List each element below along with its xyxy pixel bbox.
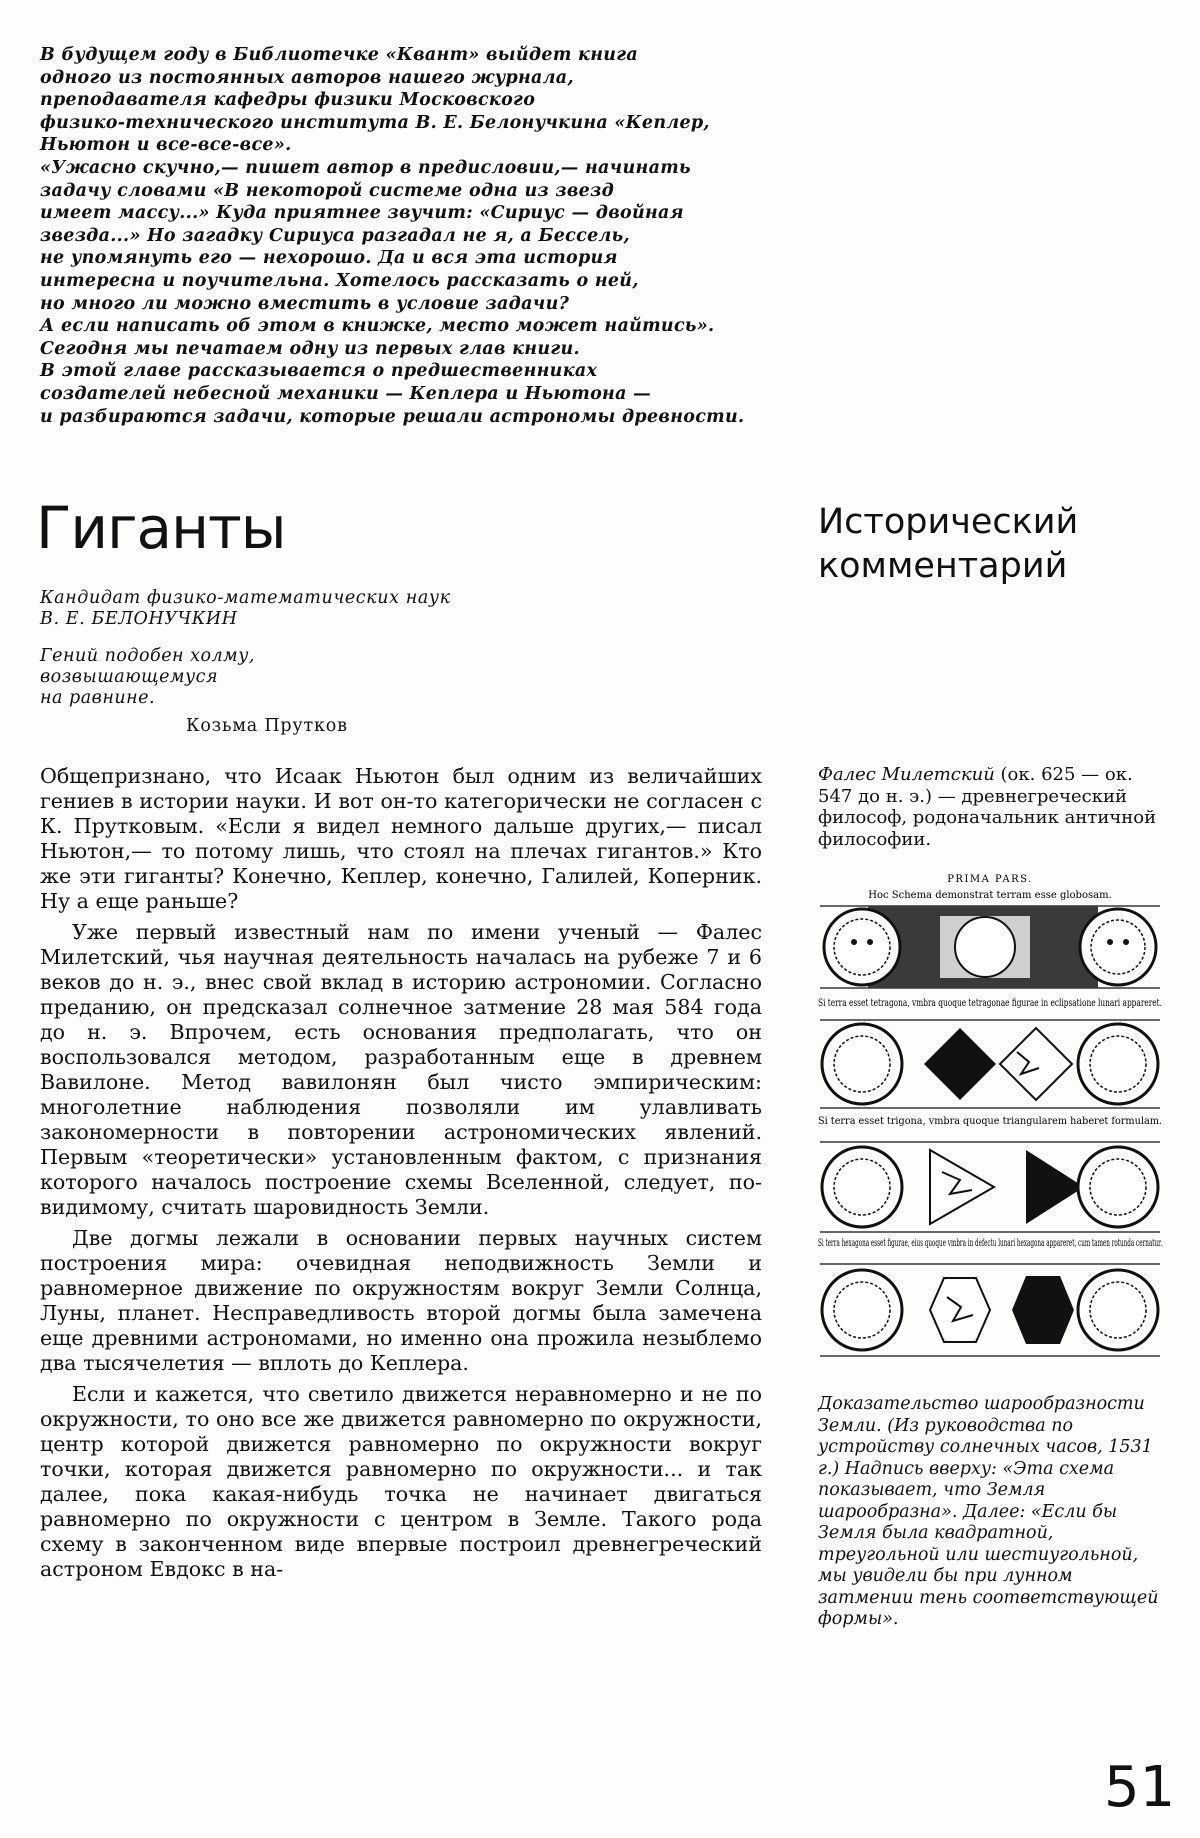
intro-line: Ньютон и все-все-все». xyxy=(40,135,292,156)
square-earth-icon xyxy=(1000,1028,1072,1100)
intro-line: звезда...» Но загадку Сириуса разгадал не я, а Бессель, xyxy=(40,225,630,246)
intro-note xyxy=(40,44,780,428)
intro-line: физико-технического института В. Е. Белонучкина «Кеплер, xyxy=(40,112,710,133)
thales-name: Фалес Милетский xyxy=(818,764,995,785)
triangle-earth-icon xyxy=(930,1150,994,1224)
paragraph: Уже первый известный нам по имени ученый — Фалес Милетский, чья научная деятельность началась на рубеже 7 и 6 веков до н. э., внес свой вклад в историю астрономии. Согласно преданию, он предсказал солнечное затмение 28 мая 584 года до н. э. Впрочем, есть основания предполагать, что он воспользовался методом, разработанным еще в древнем Вавилоне. Метод вавилонян был чисто эмпирическим: многолетние наблюдения позволяли им улавливать закономерности в повторении астрономических явлений. Первым «теоретически» установленным фактом, с признания которого началось построение схемы Вселенной, следует, по-видимому, считать шаровидность Земли. xyxy=(40,920,762,1219)
moon-face-icon xyxy=(824,909,900,985)
article-title: Гиганты xyxy=(36,494,286,562)
intro-line: задачу словами «В некоторой системе одна из звезд xyxy=(40,180,615,201)
intro-line: и разбираются задачи, которые решали астрономы древности. xyxy=(40,406,745,427)
intro-line: А если написать об этом в книжке, место может найтись». xyxy=(40,316,715,337)
sidebar-heading xyxy=(818,500,1188,588)
eclipse-row-sphere xyxy=(820,906,1160,988)
intro-line: создателей небесной механики — Кеплера и Ньютона — xyxy=(40,383,651,404)
epigraph-line: Гений подобен холму, xyxy=(40,646,255,666)
triangle-shadow-icon xyxy=(1026,1150,1084,1224)
intro-line: преподавателя кафедры физики Московского xyxy=(40,90,536,111)
eclipse-row-hexagon xyxy=(820,1264,1160,1356)
intro-line: имеет массу...» Куда приятнее звучит: «Сириус — двойная xyxy=(40,203,684,224)
epigraph-line: возвышающемуся xyxy=(40,667,219,687)
figure-caption: Доказательство шарообразности Земли. (Из руководства по устройству солнечных часов, 1531 г.) Надпись вверху: «Эта схема показывает, что Земля шарообразна». Далее: «Если бы Земля была квадратной, треугольной или шестиугольной, мы увидели бы при лунном затмении тень соответствующей формы». xyxy=(818,1394,1159,1629)
thales-note xyxy=(818,764,1168,850)
sidebar-heading-line: Исторический xyxy=(818,502,1079,542)
thales-description: (ок. 625 — ок. 547 до н. э.) — древнегреческий философ, родоначальник античной философии. xyxy=(818,764,1157,850)
intro-line: не упомянуть его — нехорошо. Да и вся эта история xyxy=(40,248,618,269)
eclipse-row-square xyxy=(820,1020,1160,1108)
figure-caption-triangle: Si terra esset trigona, vmbra quoque triangularem haberet formulam. xyxy=(818,1116,1162,1127)
eclipse-woodcut-figure xyxy=(812,872,1168,1386)
intro-line: «Ужасно скучно,— пишет автор в предисловии,— начинать xyxy=(40,157,691,178)
epigraph-author: Козьма Прутков xyxy=(186,716,348,736)
earth-globe-icon xyxy=(955,917,1015,977)
intro-line: В будущем году в Библиотечке «Квант» выйдет книга xyxy=(40,45,639,65)
intro-line: но много ли можно вместить в условие задачи? xyxy=(40,293,570,314)
paragraph: Если и кажется, что светило движется неравномерно и не по окружности, то оно все же движется равномерно по окружности, центр которой движется равномерно по окружности вокруг точки, которая движется равномерно по окружности... и так далее, пока какая-нибудь точка не начинает двигаться равномерно по окружности с центром в Земле. Такого рода схему в законченном виде впервые построил древнегреческий астроном Евдокс в на- xyxy=(40,1382,762,1581)
square-shadow-icon xyxy=(924,1028,996,1100)
author-degree: Кандидат физико-математических наук xyxy=(40,588,451,608)
epigraph-line: на равнине. xyxy=(40,688,156,708)
intro-line: Сегодня мы печатаем одну из первых глав книги. xyxy=(40,338,580,359)
hexagon-shadow-icon xyxy=(1012,1276,1074,1344)
figure-caption-hexagon: Si terra hexagona esset figurae, eius quoque vmbra in defectu lunari hexagona appareret, cum tamen rotunda cernatur. xyxy=(818,1238,1162,1249)
figure-header: PRIMA PARS. xyxy=(947,874,1033,885)
article-body xyxy=(40,764,762,1588)
byline xyxy=(40,588,560,630)
paragraph: Общепризнано, что Исаак Ньютон был одним из величайших гениев в истории науки. И вот он-то категорически не согласен с К. Прутковым. «Если я видел немного дальше других,— писал Ньютон,— то потому лишь, что стоял на плечах гигантов.» Кто же эти гиганты? Конечно, Кеплер, конечно, Галилей, Коперник. Ну а еще раньше? xyxy=(40,764,762,913)
figure-subheader: Hoc Schema demonstrat terram esse globosam. xyxy=(868,890,1112,901)
intro-line: В этой главе рассказывается о предшественниках xyxy=(40,361,598,382)
intro-line: интересна и поучительна. Хотелось рассказать о ней, xyxy=(40,270,639,291)
page-number: 51 xyxy=(1104,1755,1176,1820)
sidebar-heading-line: комментарий xyxy=(818,546,1068,586)
author-name: В. Е. БЕЛОНУЧКИН xyxy=(40,609,238,629)
eclipse-row-triangle xyxy=(820,1142,1160,1232)
paragraph: Две догмы лежали в основании первых научных систем построения мира: очевидная неподвижность Земли и равномерное движение по окружностям вокруг Земли Солнца, Луны, планет. Несправедливость второй догмы была замечена еще древними астрономами, но именно она прожила незыблемо два тысячелетия — вплоть до Кеплера. xyxy=(40,1226,762,1375)
figure-caption-square: Si terra esset tetragona, vmbra quoque tetragonae figurae in eclipsatione lunari appareret. xyxy=(818,998,1162,1009)
intro-line: одного из постоянных авторов нашего журнала, xyxy=(40,67,574,88)
epigraph xyxy=(40,646,440,709)
